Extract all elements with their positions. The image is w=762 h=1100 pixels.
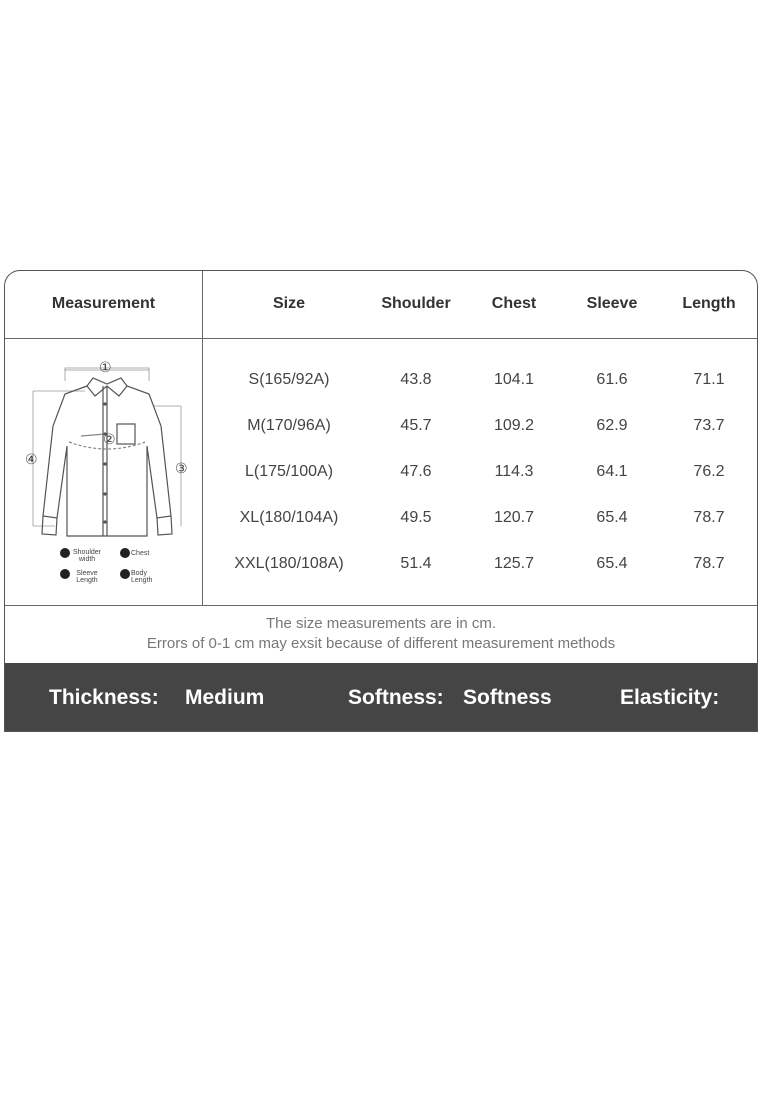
cell-length: 73.7 xyxy=(693,417,725,434)
legend-body: Body Length xyxy=(131,570,153,584)
cell-size: S(165/92A) xyxy=(248,371,330,388)
cell-size: XXL(180/108A) xyxy=(234,555,344,572)
cell-shoulder: 43.8 xyxy=(400,371,432,388)
header-shoulder: Shoulder xyxy=(381,295,451,312)
header-chest: Chest xyxy=(491,295,537,312)
cell-length: 78.7 xyxy=(693,555,725,572)
cell-shoulder: 45.7 xyxy=(400,417,432,434)
header-measurement: Measurement xyxy=(51,295,156,312)
fabric-properties-bar xyxy=(5,663,757,732)
legend-chest: Chest xyxy=(131,550,150,557)
cell-length: 71.1 xyxy=(693,371,725,388)
size-chart-card xyxy=(4,270,758,732)
cell-sleeve: 62.9 xyxy=(596,417,628,434)
cell-sleeve: 61.6 xyxy=(596,371,628,388)
cell-chest: 109.2 xyxy=(493,417,535,434)
cell-size: XL(180/104A) xyxy=(239,509,339,526)
marker-1: ① xyxy=(99,359,112,375)
cell-chest: 104.1 xyxy=(493,371,535,388)
note-units: The size measurements are in cm. xyxy=(265,615,497,632)
marker-2: ② xyxy=(103,431,116,447)
legend-sleeve: Sleeve Length xyxy=(76,570,98,584)
cell-sleeve: 65.4 xyxy=(596,555,628,572)
header-length: Length xyxy=(682,295,736,312)
softness-label: Softness: xyxy=(348,686,444,709)
cell-chest: 114.3 xyxy=(494,463,534,480)
thickness-value: Medium xyxy=(185,686,265,709)
marker-3: ③ xyxy=(175,460,188,476)
cell-sleeve: 65.4 xyxy=(596,509,628,526)
cell-shoulder: 47.6 xyxy=(400,463,432,480)
softness-value: Softness xyxy=(463,686,552,709)
shirt-icon xyxy=(25,356,190,596)
cell-chest: 125.7 xyxy=(493,555,535,572)
thickness-label: Thickness: xyxy=(49,686,159,709)
marker-4: ④ xyxy=(25,451,38,467)
cell-length: 76.2 xyxy=(693,463,725,480)
shirt-measurement-diagram xyxy=(25,356,190,596)
cell-shoulder: 49.5 xyxy=(400,509,432,526)
cell-size: M(170/96A) xyxy=(247,417,331,434)
elasticity-label: Elasticity: xyxy=(620,686,720,709)
cell-size: L(175/100A) xyxy=(244,463,334,480)
cell-shoulder: 51.4 xyxy=(400,555,432,572)
cell-chest: 120.7 xyxy=(493,509,535,526)
header-sleeve: Sleeve xyxy=(586,295,638,312)
cell-sleeve: 64.1 xyxy=(596,463,628,480)
cell-length: 78.7 xyxy=(693,509,725,526)
header-size: Size xyxy=(272,295,305,312)
legend-shoulder: Shoulder width xyxy=(72,549,102,563)
note-errors: Errors of 0-1 cm may exsit because of different measurement methods xyxy=(146,635,616,652)
table-header xyxy=(5,271,757,339)
